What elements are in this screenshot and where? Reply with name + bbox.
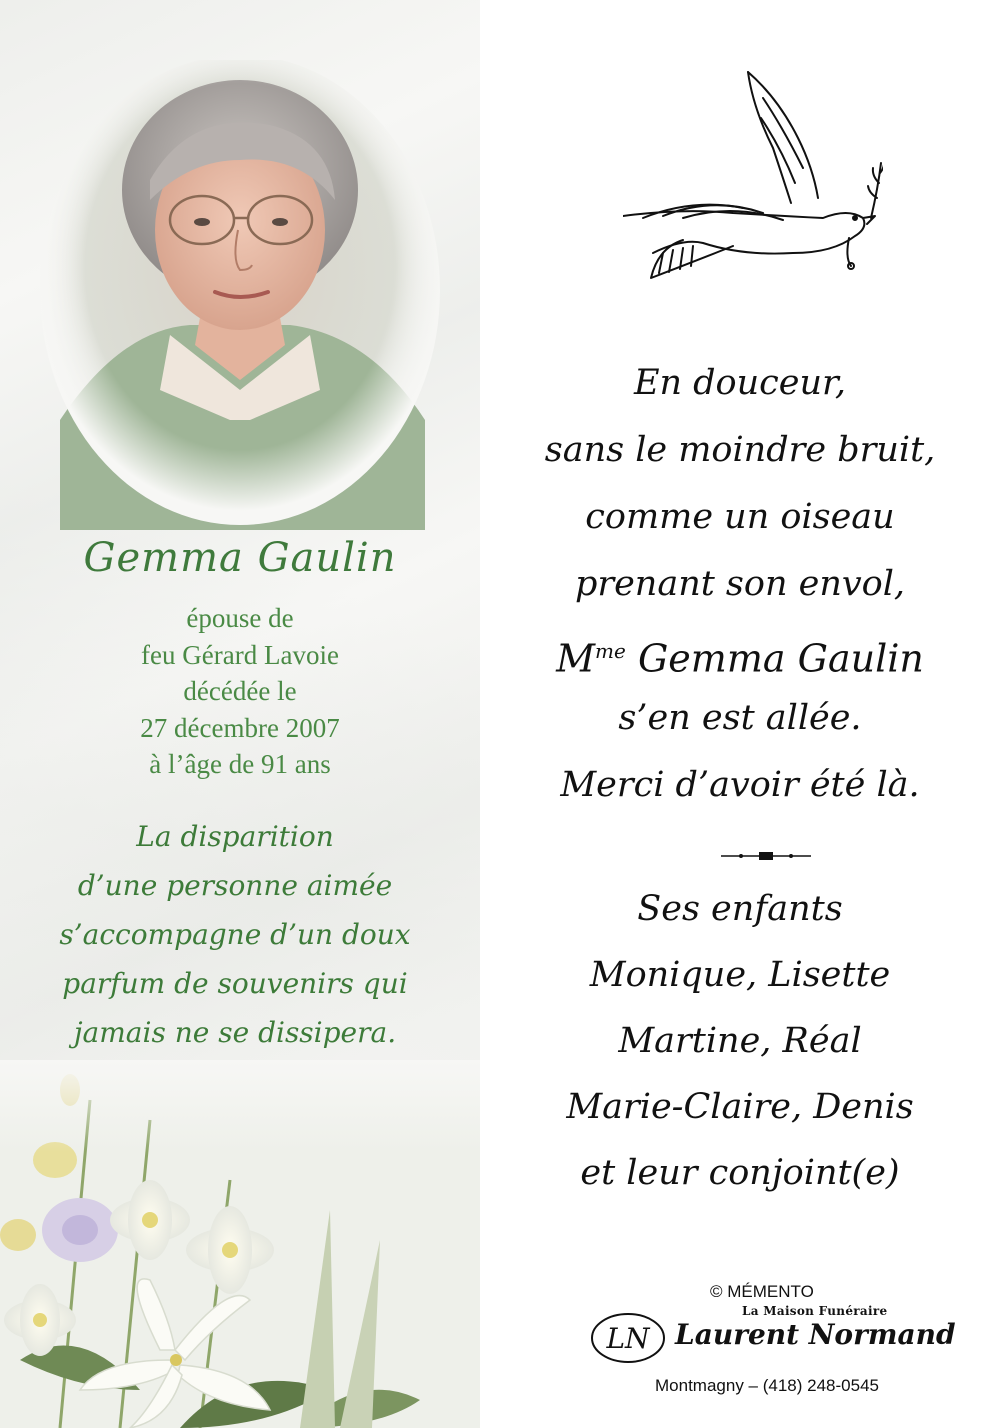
info-line: épouse de bbox=[186, 603, 294, 633]
flower-bouquet-image bbox=[0, 1060, 480, 1428]
title-prefix: M bbox=[556, 636, 596, 681]
info-line: décédée le bbox=[183, 676, 297, 706]
family-line: Marie-Claire, Denis bbox=[566, 1087, 914, 1127]
poem-line: comme un oiseau bbox=[585, 497, 895, 537]
poem-line: s’accompagne d’un doux bbox=[59, 918, 411, 951]
family-line: et leur conjoint(e) bbox=[580, 1153, 900, 1193]
footer bbox=[480, 1280, 1000, 1410]
contact-info: Montmagny – (418) 248-0545 bbox=[655, 1376, 879, 1395]
family-list bbox=[480, 876, 1000, 1206]
deceased-name-right: Gemma Gaulin bbox=[637, 636, 924, 681]
ornament-divider bbox=[721, 850, 811, 862]
family-line: Monique, Lisette bbox=[589, 955, 891, 995]
funeral-home-logo bbox=[588, 1310, 668, 1366]
logo-text: LN bbox=[606, 1322, 650, 1355]
poem-line: d’une personne aimée bbox=[77, 869, 393, 902]
info-line: feu Gérard Lavoie bbox=[141, 639, 339, 670]
funeral-home-name: Laurent Normand bbox=[675, 1318, 956, 1351]
dove-icon bbox=[623, 68, 883, 283]
poem-line: Merci d’avoir été là. bbox=[560, 765, 920, 805]
info-line: à l’âge de 91 ans bbox=[149, 749, 331, 779]
funeral-home-tagline: La Maison Funéraire bbox=[742, 1304, 888, 1318]
copyright-notice: © MÉMENTO bbox=[710, 1282, 814, 1301]
deceased-title-name bbox=[480, 618, 1000, 685]
deceased-name: Gemma Gaulin bbox=[83, 535, 397, 581]
right-panel bbox=[480, 0, 1000, 1428]
family-line: Martine, Réal bbox=[618, 1021, 862, 1061]
left-poem bbox=[0, 812, 470, 1057]
poem-line: prenant son envol, bbox=[574, 564, 906, 604]
deceased-info bbox=[0, 600, 480, 783]
family-line: Ses enfants bbox=[637, 889, 843, 929]
left-panel bbox=[0, 0, 480, 1428]
poem-line: jamais ne se dissipera. bbox=[73, 1016, 397, 1049]
info-line: 27 décembre 2007 bbox=[140, 712, 340, 743]
portrait-photo bbox=[40, 60, 440, 530]
poem-line: s’en est allée. bbox=[618, 698, 862, 738]
poem-line: En douceur, bbox=[633, 363, 847, 403]
title-superscript: me bbox=[595, 639, 626, 663]
poem-line: La disparition bbox=[136, 820, 334, 853]
right-poem bbox=[480, 350, 1000, 819]
poem-line: sans le moindre bruit, bbox=[544, 430, 936, 470]
poem-line: parfum de souvenirs qui bbox=[62, 967, 408, 1000]
